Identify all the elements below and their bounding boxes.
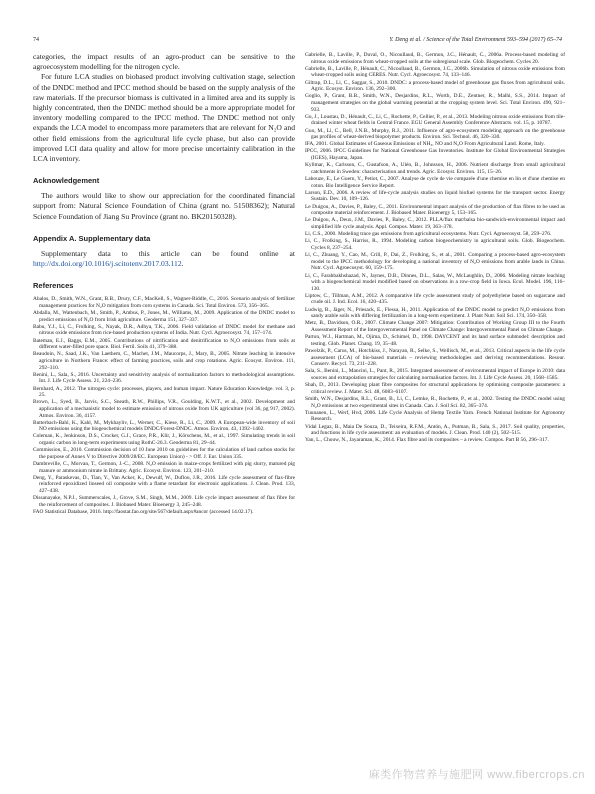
reference-entry: Ludwig, B., Jäger, N., Priesack, E., Flessa, H., 2011. Application of the DNDC model to predict N₂O emissions from sandy arable soils with differing fertilization in a long-term experiment. J. Plant Nutr. Soil Sci. 174, 350–358. [305, 306, 565, 320]
reference-entry: Yan, L., Chouw, N., Jayaraman, K., 2014. Flax fibre and its composites – a review. Compos. Part B 56, 296–317. [305, 437, 549, 444]
reference-entry: Abdalla, M., Wattenbach, M., Smith, P., Ambus, P., Jones, M., Williams, M., 2009. Application of the DNDC model to predict emissions of N₂O from Irish agriculture. Geoderma 151, 327–337. [33, 310, 295, 323]
reference-entry: Babu, Y.J., Li, C., Frolking, S., Nayak, D.R., Adhya, T.K., 2006. Field validation of DNDC model for methane and nitrous oxide emissions from rice-based production systems of India. Nutr. Cycl. Agroecosyst. 74, 157–174. [33, 323, 295, 337]
reference-entry: Guo, M., Li, C., Bell, J.N.B., Murphy, R.J., 2011. Influence of agro-ecosystem modeling approach on the greenhouse gas profiles of wheat-derived biopolymer products. Environ. Sci. Technol. 46, 320–330. [305, 127, 565, 141]
reference-entry: Gu, J., Loustau, D., Hénault, C., Li, C., Rochette, P., Cellier, P., et al., 2013. Modeling nitrous oxide emissions from tile-drained winter wheat fields in Central France. EGU General Assembly Conference Abstracts. vol. 15, p. 10787. [305, 113, 565, 127]
acknowledgement-text: The authors would like to show our appreciation for the coordinated financial support from: Natural Science Foundation of China (grant no. 51508362); Natural Science Foundation of Jiang Su Province (grant no. BK20150328). [33, 191, 295, 221]
reference-entry: Li, C., Farahbakhshazad, N., Jaynes, D.B., Dinnes, D.L., Salas, W., McLaughlin, D., 2006. Modeling nitrate leaching with a biogeochemical model modified based on observations in a row-crop field in Iowa. Ecol. Model. 196, 116–130. [305, 272, 565, 292]
reference-entry: Liptow, C., Tillman, A.M., 2012. A comparative life cycle assessment study of polyethylene based on sugarcane and crude oil. J. Ind. Ecol. 16, 420–435. [305, 292, 565, 306]
page-number: 74 [33, 37, 39, 43]
appendix-text-end: . [181, 259, 184, 269]
appendix-heading: Appendix A. Supplementary data [33, 233, 151, 243]
body-paragraph: For future LCA studies on biobased product involving cultivation stage, selection of the DNDC method and IPCC method should be based on the supply analysis of the raw materials. If the precursor biomass is cultivated in a limited area and its supply is highly concentrated, then the DNDC method should be a more appropriate model for inventory modelling compared to the IPCC method. The DNDC method not only expands the LCA model to encompass more parameters that are relevant for N₂O and other field emissions from the agricultural life cycle phase, but also can provide improved LCI data quality and allow for more precise uncertainty calibration in the LCA inventory. [33, 72, 295, 164]
reference-entry: Bernhard, A., 2012. The nitrogen cycle: processes, players, and human impact. Nature Education Knowledge. vol. 3, p. 25. [33, 385, 295, 399]
reference-entry: Le Duigou, A., Davies, P., Baley, C., 2011. Environmental impact analysis of the production of flax fibres to be used as composite material reinforcement. J. Biobased Mater. Bioenergy 5, 153–165. [305, 203, 565, 217]
reference-entry: Coleman, K., Jenkinson, D.S., Crocker, G.J., Grace, P.R., Klír, J., Körschens, M., et al., 1997. Simulating trends in soil organic carbon in long-term experiments using RothC-26.3. Geoderma 81, 29–44. [33, 433, 295, 447]
reference-entry: Le Duigou, A., Deux, J.M., Davies, P., Baley, C., 2012. PLLA/flax mat/balsa bio-sandwich-environmental impact and simplified life cycle analysis. Appl. Compos. Mater. 19, 363–378. [305, 217, 565, 230]
reference-entry: Pawelzik, P., Carus, M., Hotchkiss, J., Narayan, R., Selke, S., Wellisch, M., et al., 2013. Critical aspects in the life cycle assessment (LCA) of bio-based materials – reviewing methodologies and deriving recommendations. Resour. Conserv. Recycl. 73, 211–228. [305, 348, 565, 368]
reference-entry: IPCC, 2006. IPCC Guidelines for National Greenhouse Gas Inventories. Institute for Global Environmental Strategies (IGES), Hayama, Japan. [305, 148, 565, 162]
reference-entry: Dambreville, C., Morvan, T., Germon, J.-C., 2008. N₂O emission in maize-crops fertilized with pig slurry, matured pig manure or ammonium nitrate in Brittany. Agric. Ecosyst. Environ. 123, 201–210. [33, 461, 295, 474]
site-watermark: 麻类作物营养与施肥网 www.fibercrops.cn [368, 769, 585, 781]
reference-entry: Tuunanen, L., Werf, Hvd, 2006. Life Cycle Analysis of Hemp Textile Yarn. French National Institute for Agronomy Research. [305, 409, 565, 423]
reference-entry: Li, C., Frolking, S., Harriss, R., 1994. Modeling carbon biogeochemistry in agricultural soils. Glob. Biogeochem. Cycles 8, 237–254. [305, 238, 565, 251]
reference-entry: Li, C., Zhuang, Y., Cao, M., Crill, P., Dai, Z., Frolking, S., et al., 2001. Comparing a process-based agro-ecosystem model to the IPCC methodology for developing a national inventory of N₂O emissions from arable lands in China. Nutr. Cycl. Agroecosyst. 60, 159–175. [305, 252, 565, 272]
reference-entry: Abalos, D., Smith, W.N., Grant, B.B., Drury, C.F., MacKell, S., Wagner-Riddle, C., 2016. Scenario analysis of fertilizer management practices for N₂O mitigation from corn systems in Canada. Sci. Total Environ. 573, 356–365. [33, 296, 295, 309]
right-column [305, 52, 565, 444]
reference-entry: Bateman, E.J., Baggs, E.M., 2005. Contributions of nitrification and denitrification to N₂O emissions from soils at different water-filled pore space. Biol. Fertil. Soils 41, 379–388. [33, 337, 295, 351]
reference-entry: Goglio, P., Grant, B.B., Smith, W.N., Desjardins, R.L., Worth, D.E., Zentner, R., Malhi, S.S., 2014. Impact of management strategies on the global warming potential at the cropping system level. Sci. Total Environ. 490, 921–933. [305, 93, 565, 113]
reference-entry: Larson, E.D., 2006. A review of life-cycle analysis studies on liquid biofuel systems for the transport sector. Energy Sustain. Dev. 10, 109–126. [305, 189, 565, 203]
reference-list-right [305, 52, 565, 444]
reference-entry: Giltrap, D.L., Li, C., Saggar, S., 2010. DNDC: a process-based model of greenhouse gas fluxes from agricultural soils. Agric. Ecosyst. Environ. 136, 292–300. [305, 79, 565, 93]
left-column [33, 52, 295, 516]
body-paragraph: categories, the impact results of an agro-product can be sensitive to the agroecosystem modelling for the nitrogen cycle. [33, 52, 295, 72]
reference-entry: Sala, S., Benini, L., Mancini, L., Pant, R., 2015. Integrated assessment of environmental impact of Europe in 2010: data sources and extrapolation strategies for calculating normalisation factors. Int. J. Life Cycle Assess. 20, 1568–1585. [305, 368, 565, 381]
reference-entry: Beaudoin, N., Saad, J.K., Van Laethem, C., Machet, J.M., Maucorps, J., Mary, B., 2005. Nitrate leaching in intensive agriculture in Northern France: effect of farming practices, soils and crop rotations. Agric. Ecosyst. Environ. 111, 292–310. [33, 351, 295, 371]
reference-entry: Metz, B., Davidson, O.R., 2007. Climate Change 2007: Mitigation: Contribution of Working Group III to the Fourth Assessment Report of the Intergovernmental Panel on Climate Change: Intergovernmental Panel on Climate Change. [305, 320, 565, 334]
reference-entry: Li, C.S., 2000. Modeling trace gas emissions from agricultural ecosystems. Nutr. Cycl. Agroecosyst. 58, 259–276. [305, 231, 552, 238]
references-heading: References [33, 281, 74, 291]
reference-list-left [33, 296, 295, 515]
journal-citation: Y. Deng et al. / Science of the Total Environment 593–594 (2017) 65–74 [389, 37, 562, 43]
reference-entry: Smith, W.N., Desjardins, R.L., Grant, B., Li, C., Lemke, R., Rochette, P., et al., 2002. Testing the DNDC model using N₂O emissions at two experimental sites in Canada. Can. J. Soil Sci. 82, 365–374. [305, 395, 565, 409]
reference-entry: Labouze, E., Le Guern, Y., Petiot, C., 2007. Analyse de cycle de vie comparée d'une chemise en lin et d'une chemise en coton. Bio Intelligence Service Report. [305, 176, 565, 189]
reference-entry: Gabrielle, B., Laville, P., Duval, O., Nicoullaud, B., Germon, J.C., Hénault, C., 2006a. Process-based modeling of nitrous oxide emissions from wheat-cropped soils at the subregional scale. Glob. Biogeochem. Cycles 20. [305, 52, 565, 65]
supplementary-data-link[interactable]: http://dx.doi.org/10.1016/j.scitotenv.2017.03.112 [33, 259, 182, 269]
reference-entry: Kyllmar, K., Carlsson, C., Gustafson, A., Ulén, B., Johnsson, H., 2006. Nutrient discharge from small agricultural catchments in Sweden: characterisation and trends. Agric. Ecosyst. Environ. 115, 15–26. [305, 162, 565, 175]
running-header [33, 37, 562, 47]
reference-entry: Deng, Y., Paraskevas, D., Tian, Y., Van Acker, K., Dewulf, W., Duflou, J.R., 2016. Life cycle assessment of flax-fibre reinforced epoxidized linseed oil composite with a flame retardant for electronic applications. J. Clean. Prod. 133, 427–438. [33, 474, 295, 494]
reference-entry: Parton, W.J., Hartman, M., Ojima, D., Schimel, D., 1998. DAYCENT and its land surface submodel: description and testing. Glob. Planet. Chang. 19, 35–48. [305, 334, 565, 347]
reference-entry: Commission, E., 2010. Commission decision of 10 June 2010 on guidelines for the calculation of land carbon stocks for the purpose of Annex V to Directive 2009/28/EC. European Union) - > Off. J. Eur. Union 335. [33, 447, 295, 460]
reference-entry: Dissanayake, N.P.J., Summerscales, J., Grove, S.M., Singh, M.M., 2009. Life cycle impact assessment of flax fibre for the reinforcement of composites. J. Biobased Mater. Bioenergy 3, 245–248. [33, 495, 295, 508]
reference-entry: Brown, L., Syed, B., Jarvis, S.C., Sneath, R.W., Phillips, V.R., Goulding, K.W.T., et al., 2002. Development and application of a mechanistic model to estimate emission of nitrous oxide from UK agriculture (vol 36, pg 917, 2002). Atmos. Environ. 36, 4157. [33, 399, 295, 419]
reference-entry: Butterbach-Bahl, K., Kahl, M., Mykhayliv, L., Werner, C., Kiese, R., Li, C., 2009. A European-wide inventory of soil NO emissions using the biogeochemical models DNDC/Forest-DNDC. Atmos. Environ. 43, 1392–1402. [33, 419, 295, 433]
reference-entry: Gabrielle, B., Laville, P., Hénault, C., Nicoullaud, B., Germon, J.C., 2006b. Simulation of nitrous oxide emissions from wheat-cropped soils using CERES. Nutr. Cycl. Agroecosyst. 74, 133–146. [305, 65, 565, 79]
appendix-text [33, 249, 295, 269]
reference-entry: Shah, D., 2013. Developing plant fibre composites for structural applications by optimising composite parameters: a critical review. J. Mater. Sci. 48, 6083–6107. [305, 382, 565, 395]
reference-entry: FAO Statistical Database, 2016. http://faostat.fao.org/site/567/default.aspx#ancor (accessed 14.02.17). [33, 508, 254, 515]
acknowledgement-heading: Acknowledgement [33, 176, 100, 186]
reference-entry: Vidal Legaz, B., Maia De Souza, D., Teixeira, R.F.M., Antón, A., Putman, B., Sala, S., 2017. Soil quality, properties, and functions in life cycle assessment: an evaluation of models. J. Clean. Prod. 140 (2), 502–515. [305, 423, 565, 437]
reference-entry: IFA, 2001. Global Estimates of Gaseous Emissions of NH₃, NO and N₂O From Agricultural Land. Rome, Italy. [305, 141, 545, 148]
reference-entry: Benini, L., Sala, S., 2016. Uncertainty and sensitivity analysis of normalization factors to methodological assumptions. Int. J. Life Cycle Assess. 21, 224–236. [33, 371, 295, 385]
appendix-text-lead: Supplementary data to this article can be found online at [41, 248, 295, 258]
